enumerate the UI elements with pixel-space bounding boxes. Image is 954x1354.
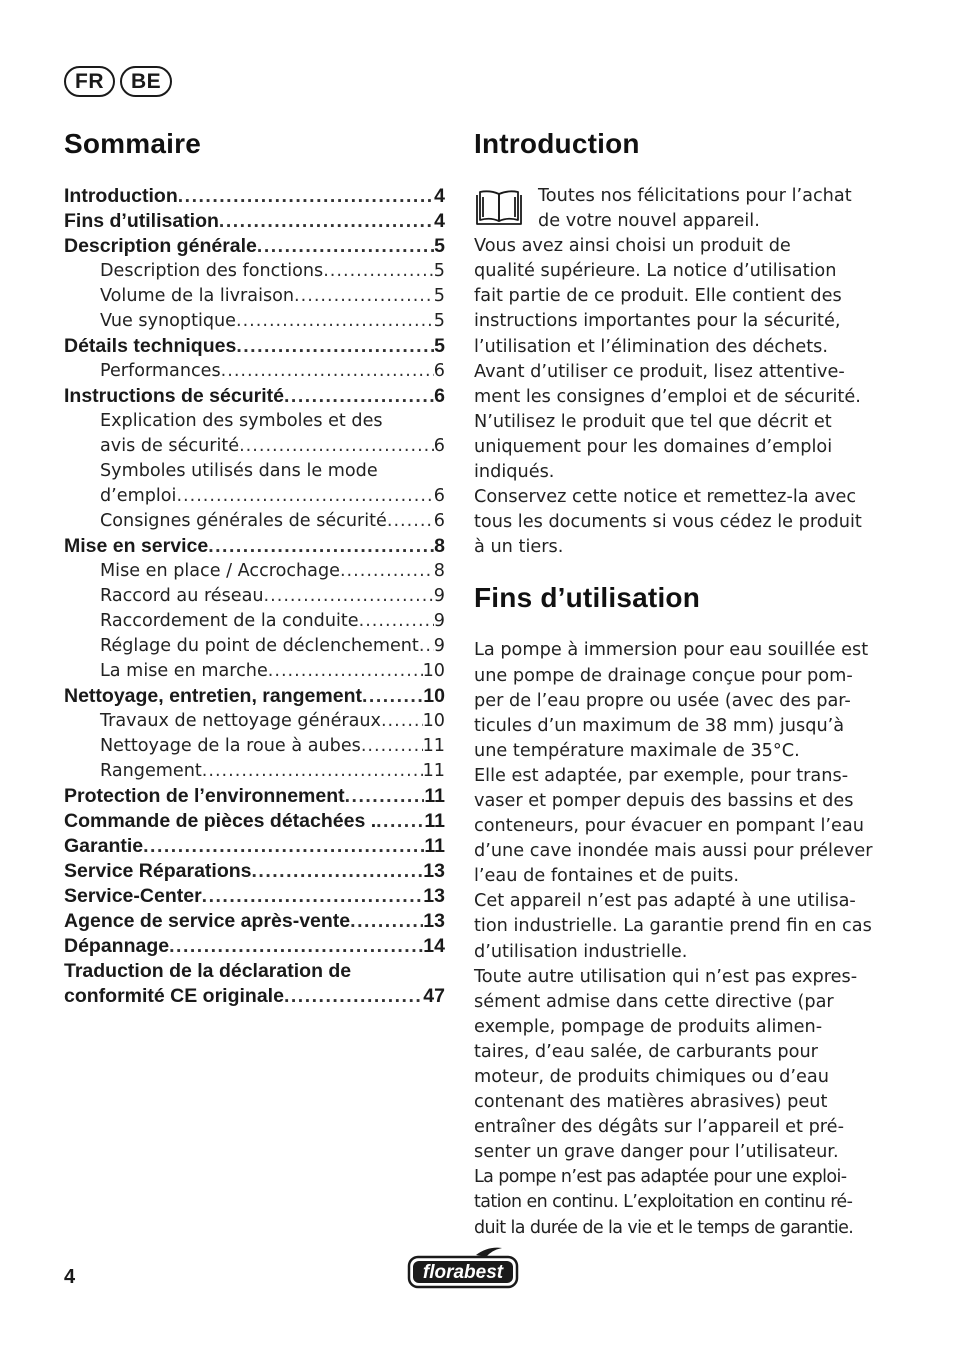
text-line: instructions importantes pour la sécurité, [474,311,841,332]
text-line: La pompe n’est pas adaptée pour une exploi- [474,1167,847,1188]
toc-entry [64,559,445,584]
toc-entry-page: 9 [433,636,445,656]
text-line: Toute autre utilisation qui n’est pas expres- [474,966,858,987]
text-line: indiqués. [474,462,555,483]
toc-entry-label: Protection de l’environnement [64,785,345,807]
introduction-text [474,234,874,560]
toc-leader-dots [257,234,434,259]
toc-leader-dots [294,284,434,309]
main-column [474,126,874,1241]
toc-entry-label: Fins d’utilisation [64,210,219,232]
toc-entry-label: Description des fonctions [100,261,324,281]
toc-entry [64,484,445,509]
toc-entry-label: Nettoyage de la roue à aubes [100,736,361,756]
toc-entry-label: avis de sécurité [100,436,240,456]
toc-entry-label: Nettoyage, entretien, rangement [64,685,362,707]
toc-entry-page: 11 [424,810,445,832]
toc-leader-dots [219,209,434,234]
toc-entry-page: 11 [422,761,445,781]
toc-entry [64,709,445,734]
text-line: Cet appareil n’est pas adapté à une utilisa- [474,891,856,912]
toc-leader-dots [284,984,423,1009]
table-of-contents [64,126,445,1009]
text-line: ticules d’un maximum de 38 mm) jusqu’à [474,715,845,736]
toc-entry [64,809,445,834]
toc-entry-page: 8 [434,535,445,557]
toc-leader-dots [268,659,423,684]
toc-entry-label: Détails techniques [64,335,237,357]
text-line: tous les documents si vous cédez le produit [474,512,862,533]
toc-leader-dots [381,709,423,734]
text-line: vaser et pomper depuis des bassins et des [474,790,854,811]
toc-leader-dots [264,584,434,609]
toc-leader-dots [239,434,434,459]
text-line: exemple, pompage de produits alimen- [474,1016,823,1037]
toc-entry-label: Vue synoptique [100,311,236,331]
toc-leader-dots [376,809,424,834]
toc-entry-page: 13 [423,860,445,882]
text-line: une température maximale de 35°C. [474,740,800,761]
toc-entry-label: Mise en place / Accrochage [100,561,340,581]
toc-entry-page: 9 [433,586,445,606]
florabest-logo [406,1246,520,1290]
toc-entry-page: 5 [434,335,445,357]
text-line: qualité supérieure. La notice d’utilisation [474,261,837,282]
toc-entry [64,309,445,334]
toc-entry [64,284,445,309]
toc-entry [64,634,445,659]
toc-leader-dots [221,359,434,384]
text-line: tion industrielle. La garantie prend fin en cas [474,916,872,937]
text-line: Avant d’utiliser ce produit, lisez attentive- [474,361,845,382]
text-line: d’utilisation industrielle. [474,941,688,962]
toc-entry [64,934,445,959]
toc-entry [64,859,445,884]
toc-entry-page: 6 [433,486,445,506]
toc-entry-label: conformité CE originale [64,985,284,1007]
text-line: Elle est adaptée, par exemple, pour trans- [474,765,849,786]
language-badge-be: BE [120,66,172,97]
toc-entry [64,984,445,1009]
toc-leader-dots [340,559,434,584]
toc-entry-page: 5 [433,311,445,331]
toc-entry-page: 9 [433,611,445,631]
text-line: per de l’eau propre ou usée (avec des par- [474,690,851,711]
toc-entry-page: 14 [423,935,445,957]
toc-entry [64,834,445,859]
toc-leader-dots [202,884,424,909]
text-line: senter un grave danger pour l’utilisateur. [474,1142,839,1163]
toc-entry-page: 10 [422,661,445,681]
toc-entry-page: 11 [422,736,445,756]
toc-entry-page: 4 [434,185,445,207]
toc-entry-page: 11 [424,835,445,857]
toc-leader-dots [362,684,423,709]
toc-entry-page: 6 [433,511,445,531]
toc-leader-dots [361,734,423,759]
toc-leader-dots [284,384,434,409]
toc-entry-page: 13 [423,910,445,932]
toc-entry-label: Raccordement de la conduite [100,611,359,631]
toc-entry-label: Raccord au réseau [100,586,264,606]
toc-entry-label: Explication des symboles et des [100,411,383,431]
toc-leader-dots [169,934,423,959]
toc-entry-page: 10 [423,685,445,707]
toc-entry [64,234,445,259]
text-line: duit la durée de la vie et le temps de garantie. [474,1217,854,1238]
toc-leader-dots [143,834,424,859]
toc-entry-label: Consignes générales de sécurité [100,511,387,531]
toc-entry [64,259,445,284]
toc-leader-dots [176,484,433,509]
text-line: fait partie de ce produit. Elle contient des [474,286,842,307]
toc-leader-dots [359,609,434,634]
toc-entry-page: 47 [423,985,445,1007]
toc-entry [64,209,445,234]
language-badges [64,66,172,97]
text-line: Conservez cette notice et remettez-la avec [474,487,857,508]
toc-entry [64,359,445,384]
toc-entry [64,334,445,359]
toc-leader-dots [236,334,434,359]
toc-leader-dots [350,909,423,934]
toc-entry [64,584,445,609]
book-icon [474,188,524,228]
toc-entry-label: Volume de la livraison [100,286,295,306]
toc-leader-dots [345,784,425,809]
toc-entry-page: 5 [433,286,445,306]
toc-leader-dots [236,309,434,334]
text-line: une pompe de drainage conçue pour pom- [474,665,853,686]
toc-entry-label: Instructions de sécurité [64,385,284,407]
toc-entry [64,534,445,559]
toc-entry-label: Service-Center [64,885,202,907]
text-line: tation en continu. L’exploitation en continu ré- [474,1192,853,1213]
toc-entry [64,759,445,784]
toc-entry-label: Traduction de la déclaration de [64,960,352,982]
toc-entry-page: 8 [433,561,445,581]
toc-entry-label: Mise en service [64,535,209,557]
toc-entry-label: Introduction [64,185,178,207]
toc-entry [64,509,445,534]
introduction-heading: Introduction [474,128,640,159]
toc-entry-label: Travaux de nettoyage généraux [100,711,381,731]
fins-utilisation-heading: Fins d’utilisation [474,582,701,614]
introduction-lead-line: de votre nouvel appareil. [538,211,760,232]
toc-entry [64,609,445,634]
page-number: 4 [64,1266,76,1288]
text-line: l’utilisation et l’élimination des déchets. [474,336,829,357]
toc-entry [64,684,445,709]
toc-entry-label: Symboles utilisés dans le mode [100,461,378,481]
toc-entry [64,659,445,684]
toc-entry-page: 5 [433,261,445,281]
toc-entry-label: Service Réparations [64,860,252,882]
text-line: uniquement pour les domaines d’emploi [474,436,833,457]
toc-entry [64,784,445,809]
text-line: d’une cave inondée mais aussi pour prélever [474,841,873,862]
toc-leader-dots [323,259,434,284]
toc-entry-page: 11 [424,785,445,807]
toc-entry-label: Commande de pièces détachées . [64,810,377,832]
toc-entry-page: 4 [434,210,445,232]
toc-entry-label: Agence de service après-vente [64,910,351,932]
toc-entry-label: Rangement [100,761,202,781]
toc-leader-dots [419,634,434,659]
language-badge-fr: FR [64,66,115,97]
fins-utilisation-text [474,638,874,1240]
toc-entry [64,909,445,934]
toc-entry-page: 10 [422,711,445,731]
text-line: à un tiers. [474,537,564,558]
toc-entry-page: 6 [433,361,445,381]
text-line: l’eau de fontaines et de puits. [474,866,739,887]
toc-leader-dots [178,184,434,209]
toc-entry [64,734,445,759]
text-line: moteur, de produits chimiques ou d’eau [474,1067,829,1087]
toc-title: Sommaire [64,128,201,159]
text-line: La pompe à immersion pour eau souillée est [474,640,869,661]
toc-entry [64,184,445,209]
toc-entry-label: Garantie [64,835,144,857]
text-line: sément admise dans cette directive (par [474,991,834,1012]
toc-leader-dots [387,509,434,534]
text-line: Vous avez ainsi choisi un produit de [474,236,791,257]
text-line: contenant des matières abrasives) peut [474,1092,828,1113]
toc-entry-page: 6 [434,385,445,407]
toc-leader-dots [208,534,434,559]
toc-entry-page: 5 [434,235,445,257]
toc-entry-page: 13 [423,885,445,907]
toc-entry [64,384,445,409]
toc-entry [64,884,445,909]
toc-list [64,184,445,1009]
toc-entry-label: La mise en marche [100,661,268,681]
introduction-lead-line: Toutes nos félicitations pour l’achat [538,186,852,206]
svg-text:florabest: florabest [422,1262,504,1283]
toc-entry [64,434,445,459]
toc-entry-label: Description générale [64,235,257,257]
toc-entry-label: Dépannage [64,935,170,957]
text-line: entraîner des dégâts sur l’appareil et pré- [474,1117,844,1138]
text-line: N’utilisez le produit que tel que décrit et [474,411,832,432]
text-line: ment les consignes d’emploi et de sécurité. [474,386,861,407]
toc-entry-label: d’emploi [100,486,177,506]
toc-leader-dots [252,859,424,884]
toc-entry-label: Réglage du point de déclenchement [100,636,419,656]
text-line: conteneurs, pour évacuer en pompant l’eau [474,816,864,837]
toc-entry-page: 6 [433,436,445,456]
toc-entry-label: Performances [100,361,221,381]
introduction-section [474,184,874,560]
text-line: taires, d’eau salée, de carburants pour [474,1041,818,1062]
toc-leader-dots [202,759,423,784]
